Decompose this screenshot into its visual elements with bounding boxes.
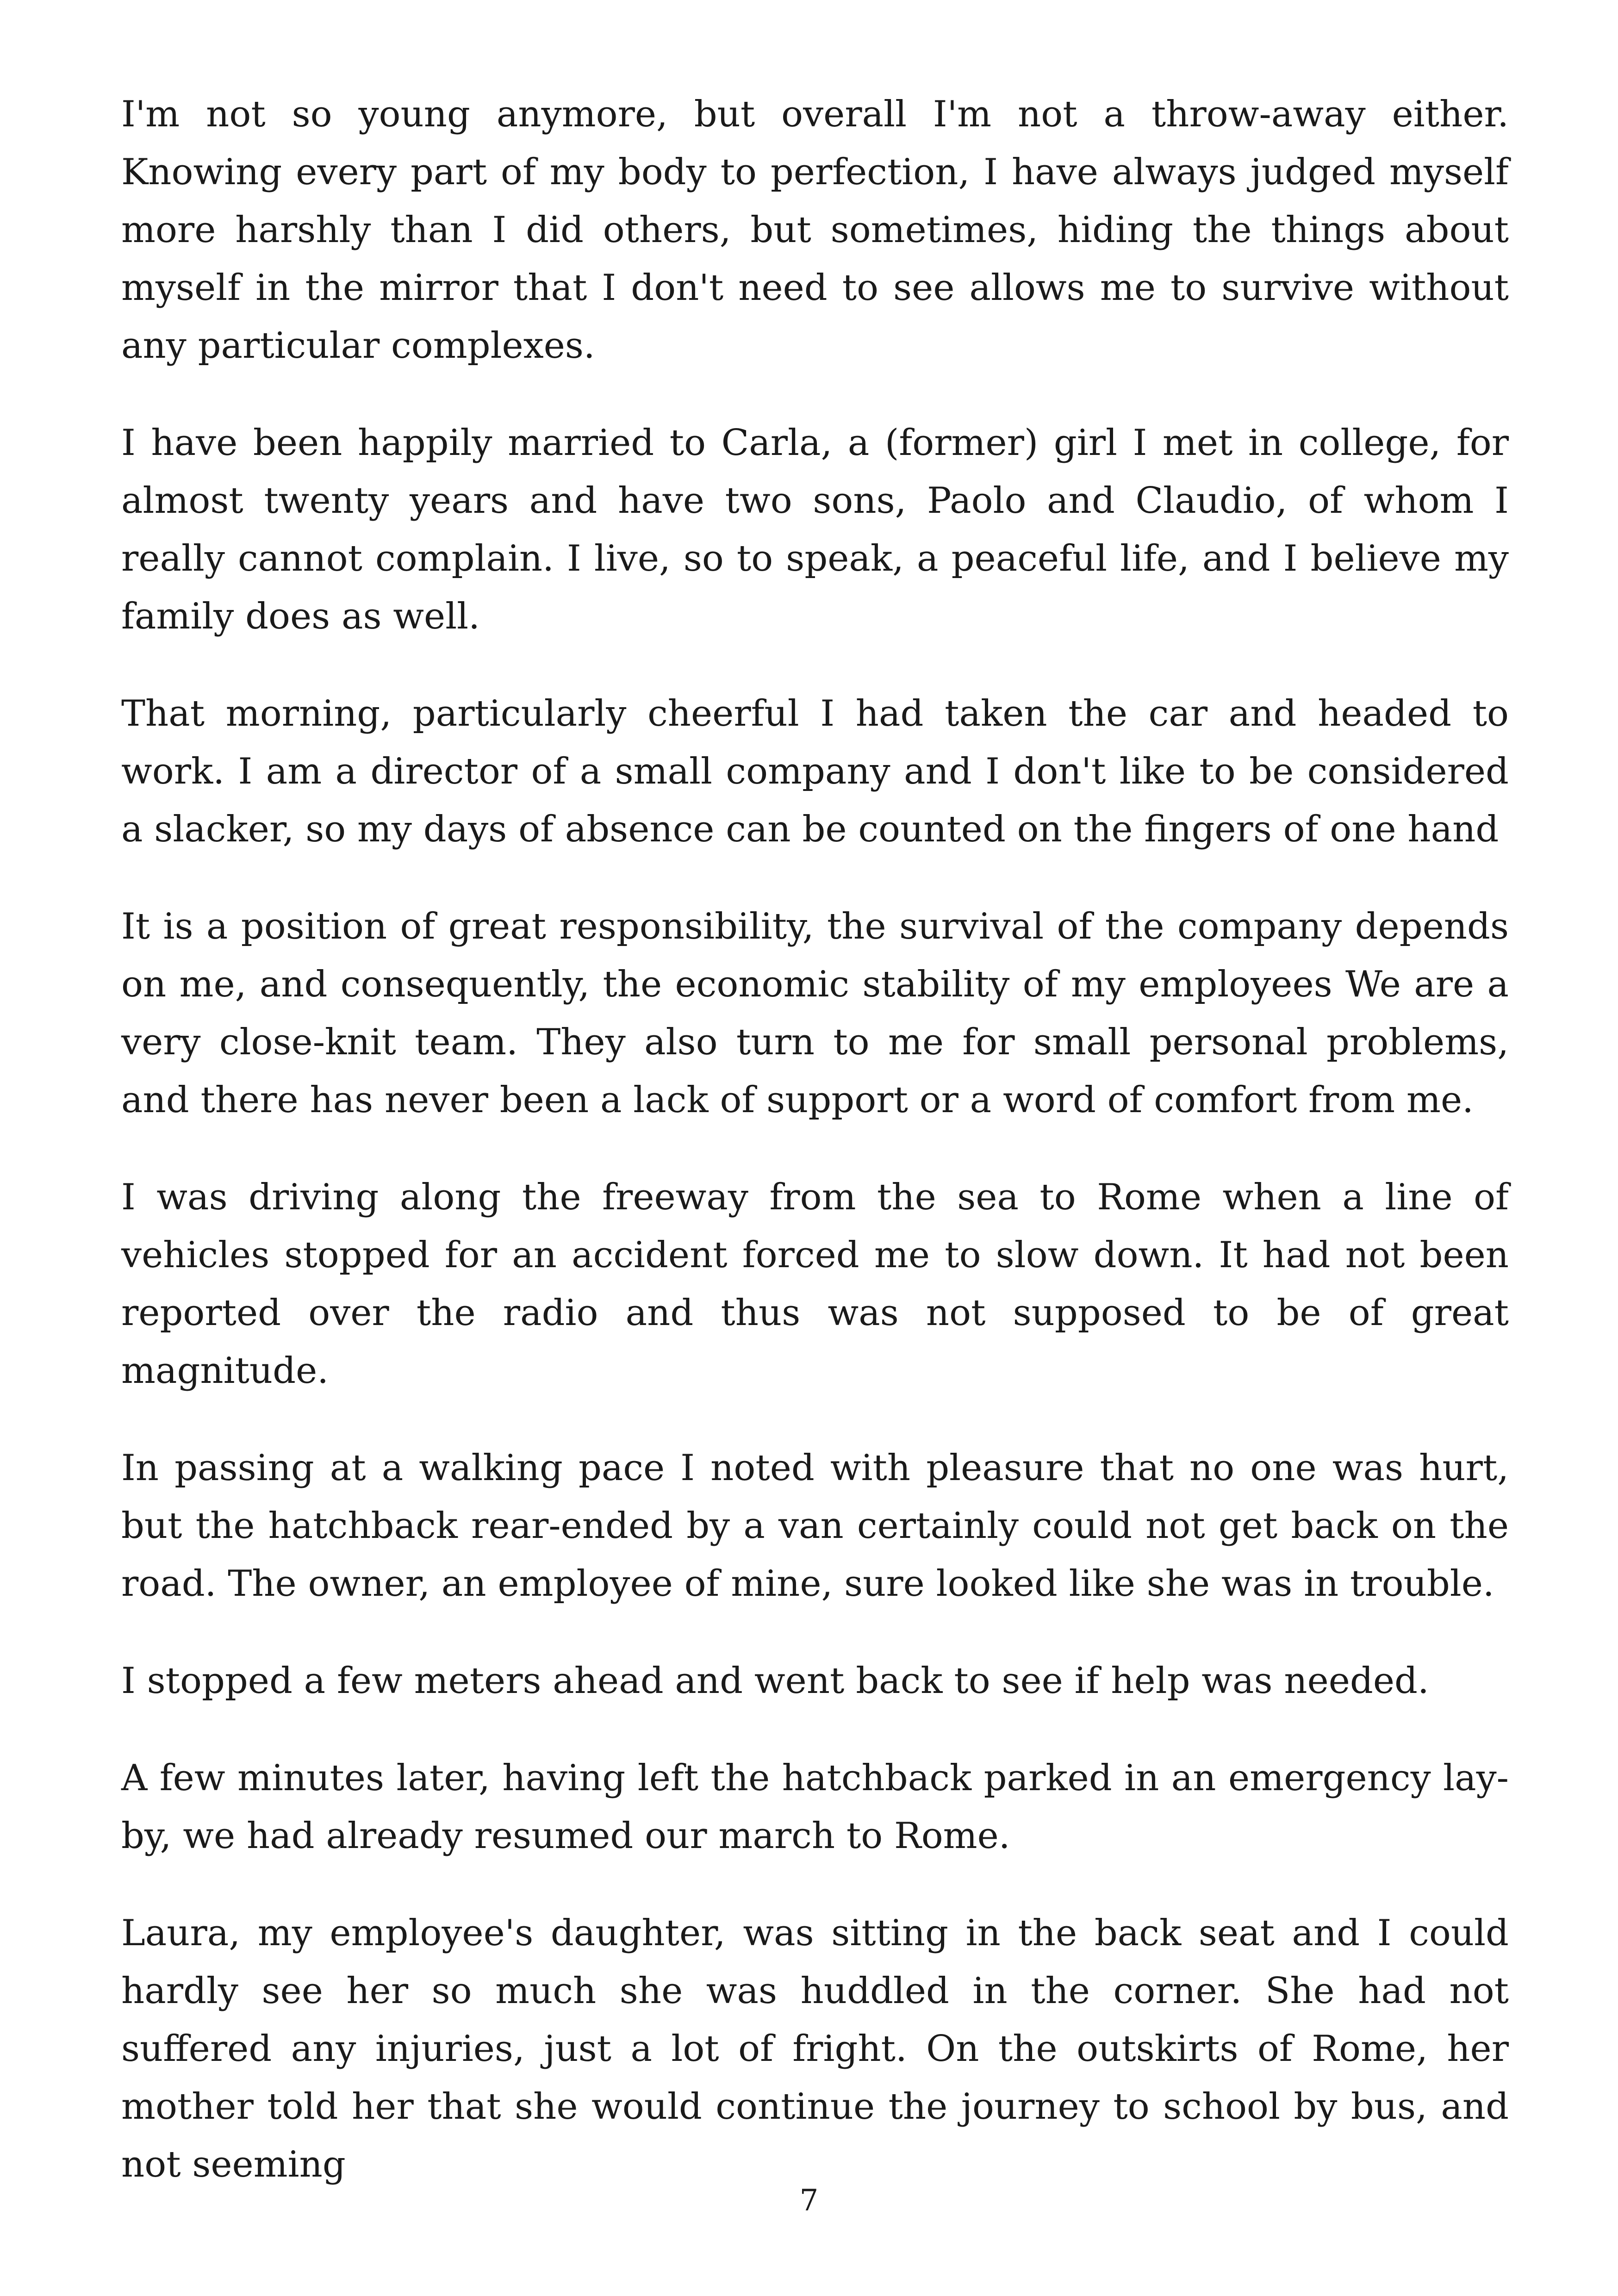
paragraph: I was driving along the freeway from the sea to Rome when a line of vehicles stopped for an accident forced me to slow down. It had not been reported over the radio and thus was not supposed to be of great magnitude. <box>121 1176 1509 1392</box>
page-number: 7 <box>799 2184 819 2218</box>
body-text <box>121 86 1509 2233</box>
paragraph: It is a position of great responsibility, the survival of the company depends on me, and consequently, the economic stability of my employees We are a very close-knit team. They also turn to me for small personal problems, and there has never been a lack of support or a word of comfort from me. <box>121 906 1509 1121</box>
paragraph: Laura, my employee's daughter, was sitting in the back seat and I could hardly see her so much she was huddled in the corner. She had not suffered any injuries, just a lot of fright. On the outskirts of Rome, her mother told her that she would continue the journey to school by bus, and not seeming <box>121 1912 1509 2185</box>
paragraph: I stopped a few meters ahead and went back to see if help was needed. <box>121 1660 1429 1702</box>
paragraph: I'm not so young anymore, but overall I'm not a throw-away either. Knowing every part of my body to perfection, I have always judged myself more harshly than I did others, but sometimes, hiding the things about myself in the mirror that I don't need to see allows me to survive without any particular complexes. <box>121 93 1509 367</box>
paragraph: In passing at a walking pace I noted with pleasure that no one was hurt, but the hatchback rear-ended by a van certainly could not get back on the road. The owner, an employee of mine, sure looked like she was in trouble. <box>121 1447 1509 1605</box>
paragraph: A few minutes later, having left the hatchback parked in an emergency lay-by, we had already resumed our march to Rome. <box>121 1757 1509 1857</box>
paragraph: I have been happily married to Carla, a (former) girl I met in college, for almost twenty years and have two sons, Paolo and Claudio, of whom I really cannot complain. I live, so to speak, a peaceful life, and I believe my family does as well. <box>121 422 1509 637</box>
paragraph: That morning, particularly cheerful I had taken the car and headed to work. I am a director of a small company and I don't like to be considered a slacker, so my days of absence can be counted on the fingers of one hand <box>121 693 1509 850</box>
